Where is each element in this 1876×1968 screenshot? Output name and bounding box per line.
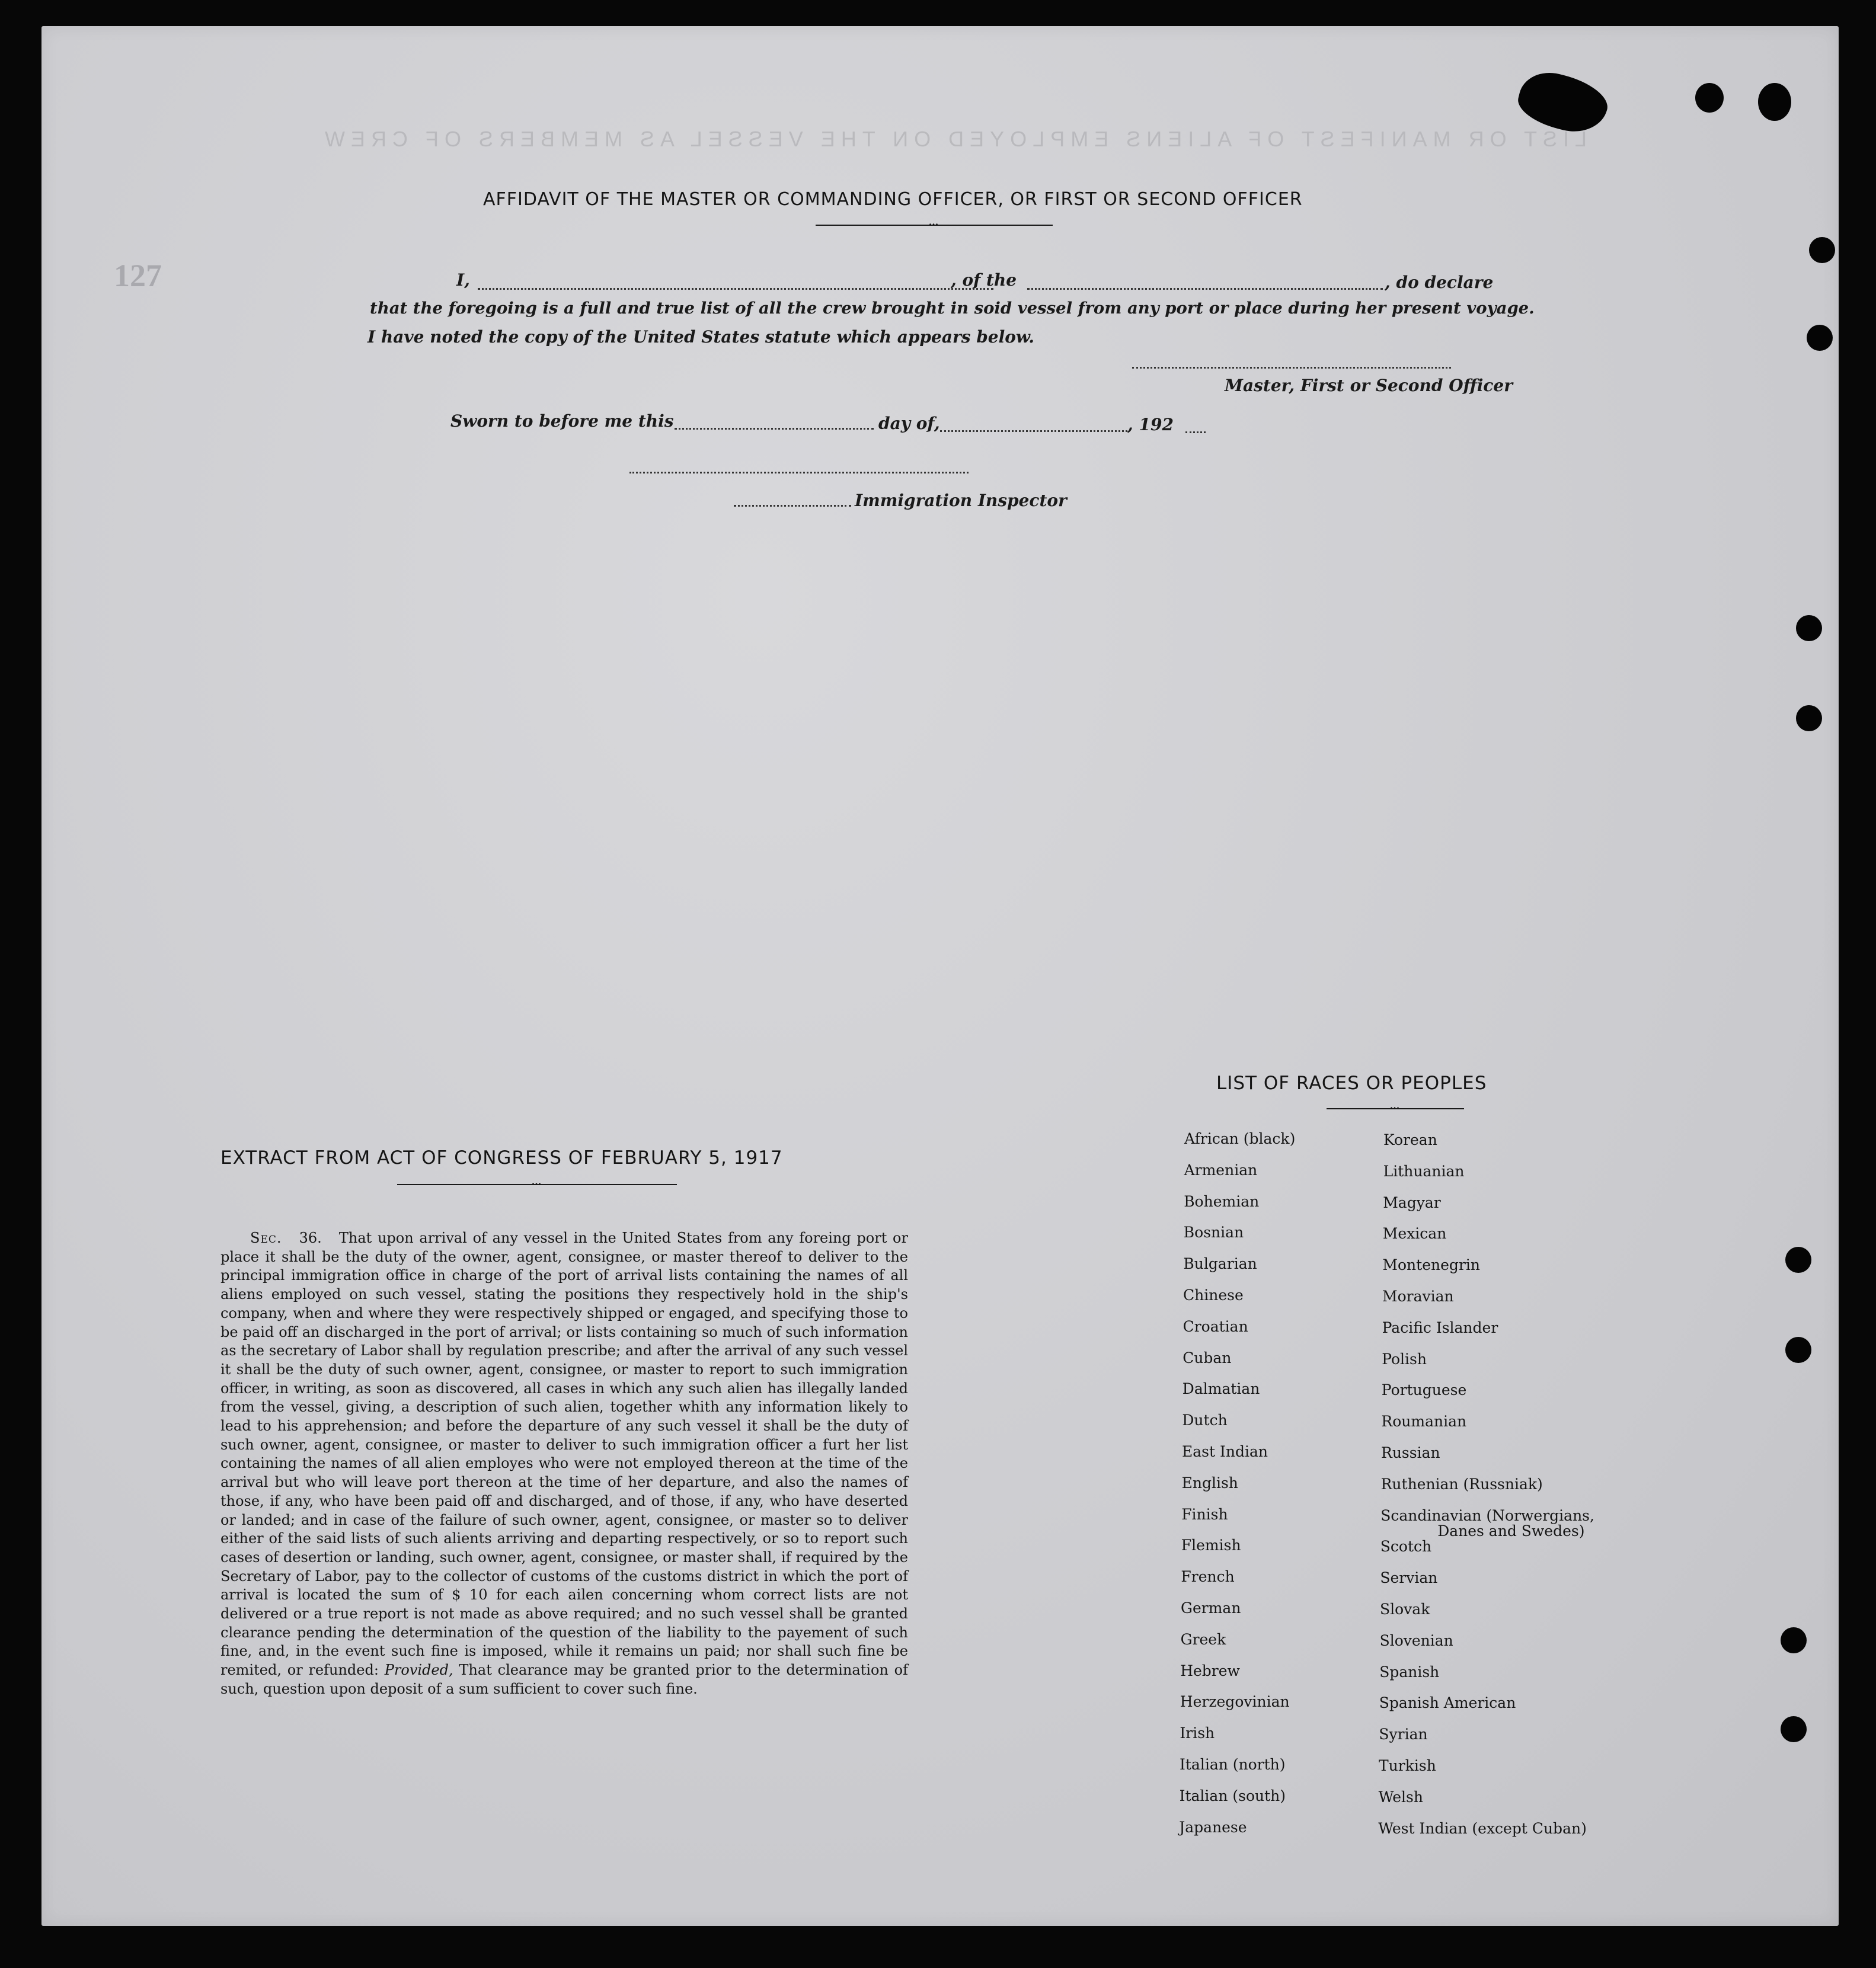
race-item: Polish	[1382, 1350, 1427, 1368]
act-text	[220, 1229, 908, 1699]
punch-hole	[1785, 1247, 1811, 1273]
vessel-name-field[interactable]	[1027, 288, 1383, 290]
margin-mark: 127	[114, 258, 162, 293]
race-item: Bohemian	[1184, 1192, 1260, 1210]
race-item: Chinese	[1183, 1287, 1244, 1304]
race-item: East Indian	[1182, 1443, 1268, 1460]
race-item: African (black)	[1184, 1130, 1296, 1147]
act-provided: Provided,	[384, 1662, 453, 1679]
race-item: Italian (north)	[1180, 1756, 1286, 1773]
race-item: Dutch	[1182, 1412, 1228, 1429]
races-title-rule: •••	[1327, 1108, 1464, 1109]
affidavit-statement: that the foregoing is a full and true list of all the crew brought in soid vessel from any port or place during her present voyage.	[370, 299, 1535, 318]
race-item: Korean	[1383, 1131, 1437, 1148]
race-item: Mexican	[1382, 1225, 1447, 1243]
affidavit-statute-note: I have noted the copy of the United States statute which appears below.	[367, 327, 1034, 347]
race-item: Bulgarian	[1183, 1255, 1257, 1273]
punch-hole	[1796, 705, 1822, 731]
act-section-label: Sec.	[250, 1230, 282, 1246]
race-item: Flemish	[1181, 1537, 1241, 1554]
race-item: Russian	[1381, 1444, 1440, 1461]
punch-hole	[1781, 1716, 1807, 1742]
race-item: Bosnian	[1183, 1224, 1244, 1241]
sworn-label: Sworn to before me this	[450, 411, 674, 431]
race-item: Herzegovinian	[1180, 1693, 1290, 1711]
race-item: Slovenian	[1379, 1631, 1453, 1649]
race-item: Ruthenian (Russniak)	[1380, 1475, 1543, 1493]
master-signature-line[interactable]	[1132, 367, 1451, 369]
race-item: Irish	[1180, 1724, 1215, 1742]
affidavit-declare-label: , do declare	[1385, 273, 1494, 292]
affidavit-title: AFFIDAVIT OF THE MASTER OR COMMANDING OFFICER, OR FIRST OR SECOND OFFICER	[483, 189, 1303, 210]
race-item: Moravian	[1382, 1288, 1454, 1305]
affidavit-i-label: I,	[456, 270, 470, 290]
punch-hole	[1807, 325, 1833, 351]
race-item: English	[1181, 1474, 1238, 1492]
race-item: Hebrew	[1180, 1662, 1240, 1679]
race-item: Portuguese	[1381, 1381, 1467, 1399]
master-signature-label: Master, First or Second Officer	[1225, 376, 1513, 395]
year-label: , 192	[1127, 415, 1174, 434]
race-item: Lithuanian	[1383, 1162, 1465, 1180]
punch-hole	[1785, 1337, 1811, 1363]
act-body-end: That clearance may be granted prior to the determination of such, question upon deposit of a sum sufficient to cover such fine.	[220, 1662, 908, 1697]
race-item: Welsh	[1378, 1788, 1423, 1806]
punch-hole	[1809, 237, 1835, 263]
act-title: EXTRACT FROM ACT OF CONGRESS OF FEBRUARY 5, 1917	[220, 1147, 783, 1169]
race-item: Turkish	[1379, 1757, 1436, 1774]
act-section-number: 36.	[299, 1230, 322, 1246]
bleedthrough-header: LIST OR MANIFEST OF ALIENS EMPLOYED ON THE VESSEL AS MEMBERS OF CREW	[319, 127, 1587, 151]
race-item: Roumanian	[1381, 1413, 1467, 1431]
race-item: Finish	[1181, 1505, 1228, 1523]
affidavit-of-the-label: , of the	[951, 270, 1017, 290]
race-item-continuation: Danes and Swedes)	[1437, 1522, 1585, 1540]
race-item: Pacific Islander	[1382, 1319, 1498, 1336]
race-item: Croatian	[1183, 1317, 1248, 1335]
sworn-month-field[interactable]	[940, 430, 1127, 432]
race-item: Montenegrin	[1382, 1256, 1480, 1274]
race-item: Italian (south)	[1179, 1787, 1286, 1804]
inspector-signature-line[interactable]	[629, 472, 969, 473]
race-item: Dalmatian	[1182, 1380, 1260, 1398]
manifest-sheet	[41, 26, 1839, 1926]
race-item: French	[1181, 1568, 1235, 1586]
race-item: Japanese	[1179, 1818, 1247, 1836]
race-item: West Indian (except Cuban)	[1378, 1819, 1587, 1837]
punch-hole	[1758, 83, 1791, 121]
punch-hole	[1781, 1627, 1807, 1653]
race-item: Spanish	[1379, 1663, 1440, 1681]
act-body: That upon arrival of any vessel in the United States from any foreing port or place it shall be the duty of the owner, agent, consignee, or master thereof to deliver to the principal immigration office in charge of the port of arrival lists containing the names of all aliens employed on such vessel, stating the positions they respectively hold in the ship's company, when and where they were respectively shipped or engaged, and specifying those to be paid off an discharged in the port of arrival; or lists containing so much of such information as the secretary of Labor shall by regulation prescribe; and after the arrival of any such vessel it shall be the duty of such owner, agent, consignee, or master to report to such immigration officer, in writing, as soon as discovered, all cases in which any such alien has illegally landed from the vessel, giving, a description of such alien, together whith any information likely to lead to his apprehension; and before the departure of any such vessel it shall be the duty of such owner, agent, consignee, or master to deliver to such immigration officer a furt her list containing the names of all alien employes who were not employed thereon at the time of the arrival but who will leave port thereon at the time of her departure, and also the names of those, if any, who have been paid off and discharged, and of those, if any, who have deserted or landed; and in case of the failure of such owner, agent, consignee, or master so to deliver either of the said lists of such alients arriving and departing respectively, or so to report such cases of desertion or landing, such owner, agent, consignee, or master shall, if required by the Secretary of Labor, pay to the collector of customs of the customs district in which the port of arrival is located the sum of $ 10 for each ailen concerning whom correct lists are not delivered or a true report is not made as above required; and no such vessel shall be granted clearance pending the determination of the question of the liability to the payement of such fine, and, in the event such fine is imposed, while it remains un paid; nor shall such fine be remited, or refunded:	[220, 1230, 908, 1679]
year-field[interactable]	[1185, 431, 1206, 433]
race-item: Spanish American	[1379, 1694, 1516, 1712]
day-of-label: day of,	[878, 414, 940, 433]
race-item: Scandinavian (Norwergians, Danes and Swedes)	[1380, 1506, 1594, 1540]
race-item: Scotch	[1380, 1538, 1432, 1556]
race-item: Greek	[1180, 1630, 1226, 1648]
race-item: Syrian	[1379, 1726, 1428, 1743]
race-item: German	[1181, 1599, 1241, 1617]
master-name-field[interactable]	[478, 288, 993, 290]
race-item: Armenian	[1184, 1161, 1258, 1179]
race-item: Slovak	[1380, 1601, 1430, 1618]
sworn-day-field[interactable]	[675, 428, 874, 430]
races-title: LIST OF RACES OR PEOPLES	[1216, 1073, 1487, 1094]
punch-hole	[1796, 615, 1822, 641]
punch-hole	[1695, 83, 1724, 113]
inspector-label: Immigration Inspector	[855, 491, 1067, 510]
race-item: Cuban	[1183, 1349, 1232, 1367]
inspector-prefix-line[interactable]	[734, 505, 851, 507]
affidavit-title-rule: •••	[816, 225, 1053, 226]
race-item: Servian	[1380, 1569, 1438, 1587]
act-title-rule: •••	[397, 1184, 677, 1185]
race-item: Magyar	[1383, 1193, 1441, 1211]
